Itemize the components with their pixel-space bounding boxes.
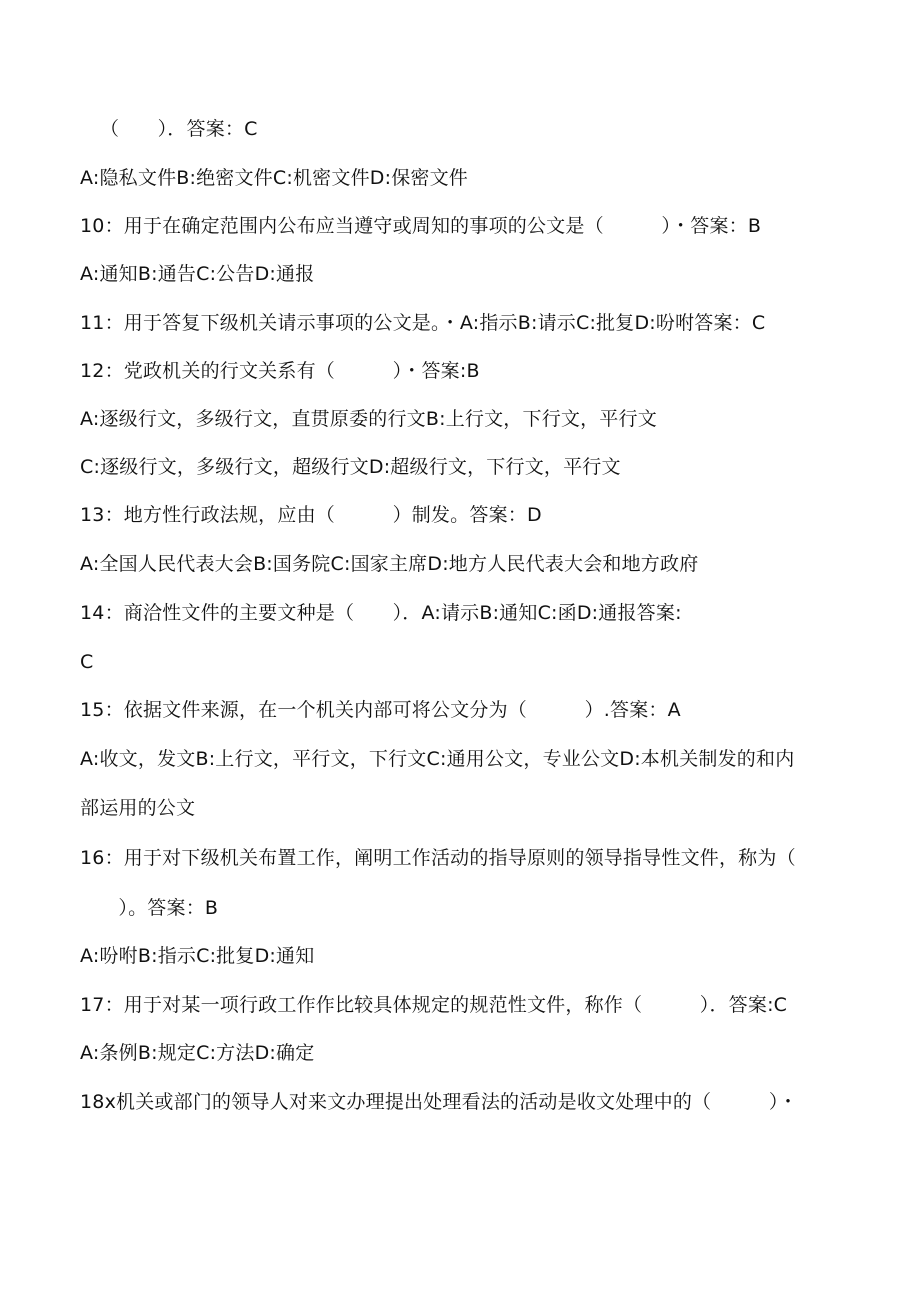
- text-line: 13：地方性行政法规，应由（ ）制发。答案：D: [80, 504, 542, 526]
- text-line: 15：依据文件来源，在一个机关内部可将公文分为（ ）.答案：A: [80, 699, 681, 721]
- text-line: 12：党政机关的行文关系有（ ）・答案:B: [80, 360, 480, 382]
- text-line: C: [80, 651, 94, 673]
- text-line: A:吩咐B:指示C:批复D:通知: [80, 945, 315, 967]
- text-line: A:通知B:通告C:公告D:通报: [80, 263, 315, 285]
- text-line: ）。答案：B: [80, 897, 219, 919]
- text-line: A:逐级行文，多级行文，直贯原委的行文B:上行文，下行文，平行文: [80, 408, 657, 430]
- text-line: A:条例B:规定C:方法D:确定: [80, 1042, 315, 1064]
- text-line: 11：用于答复下级机关请示事项的公文是。・A:指示B:请示C:批复D:吩咐答案：C: [80, 312, 766, 334]
- text-line: 10：用于在确定范围内公布应当遵守或周知的事项的公文是（ ）・答案：B: [80, 215, 762, 237]
- text-line: A:隐私文件B:绝密文件C:机密文件D:保密文件: [80, 167, 469, 189]
- text-line: 18x机关或部门的领导人对来文办理提出处理看法的活动是收文处理中的（ ）・: [80, 1091, 798, 1113]
- text-line: 14：商洽性文件的主要文种是（ ）．A:请示B:通知C:函D:通报答案:: [80, 602, 682, 624]
- text-line: （ ）．答案：C: [100, 118, 258, 140]
- text-line: C:逐级行文，多级行文，超级行文D:超级行文，下行文，平行文: [80, 456, 621, 478]
- text-line: 17：用于对某一项行政工作作比较具体规定的规范性文件，称作（ ）．答案:C: [80, 994, 788, 1016]
- text-line: A:全国人民代表大会B:国务院C:国家主席D:地方人民代表大会和地方政府: [80, 553, 699, 575]
- text-line: 16：用于对下级机关布置工作，阐明工作活动的指导原则的领导指导性文件，称为（: [80, 847, 796, 869]
- text-line: A:收文，发文B:上行文，平行文，下行文C:通用公文，专业公文D:本机关制发的和内: [80, 748, 795, 770]
- text-line: 部运用的公文: [80, 797, 196, 819]
